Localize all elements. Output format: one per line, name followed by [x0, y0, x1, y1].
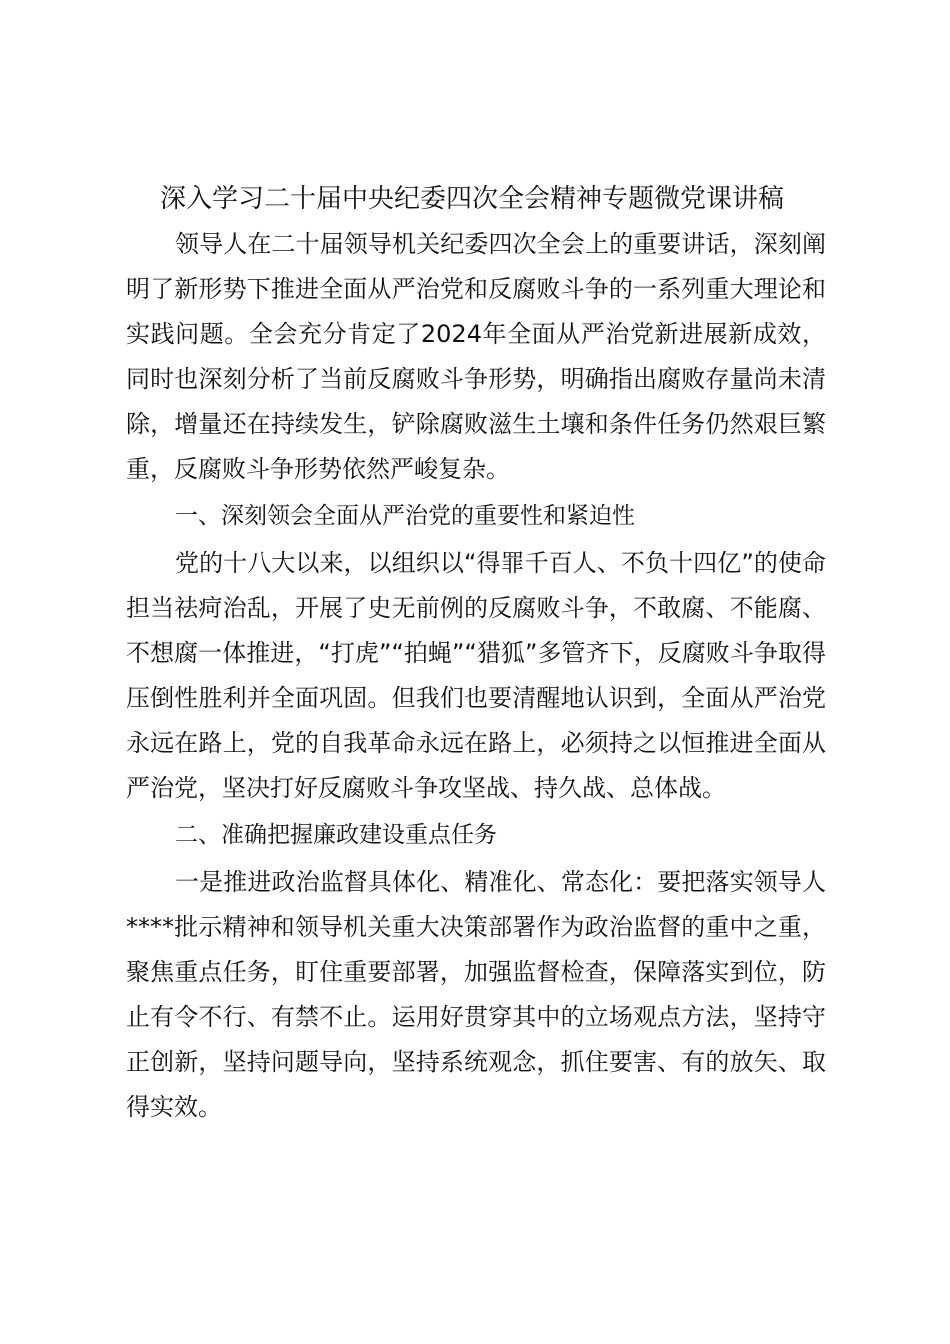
section-1-paragraph-1: 党的十八大以来，以组织以“得罪千百人、不负十四亿”的使命担当祛疴治乱，开展了史无前例的反腐败斗争，不敢腐、不能腐、不想腐一体推进，“打虎”“拍蝇”“猎狐”多管齐下，反腐败斗争取得压倒性胜利并全面巩固。但我们也要清醒地认识到，全面从严治党永远在路上，党的自我革命永远在路上，必须持之以恒推进全面从严治党，坚决打好反腐败斗争攻坚战、持久战、总体战。	[126, 549, 826, 802]
intro-paragraph: 领导人在二十届领导机关纪委四次全会上的重要讲话，深刻阐明了新形势下推进全面从严治党和反腐败斗争的一系列重大理论和实践问题。全会充分肯定了2024年全面从严治党新进展新成效，同时也深刻分析了当前反腐败斗争形势，明确指出腐败存量尚未清除，增量还在持续发生，铲除腐败滋生土壤和条件任务仍然艰巨繁重，反腐败斗争形势依然严峻复杂。	[126, 230, 826, 483]
section-2-paragraph-1: 一是推进政治监督具体化、精准化、常态化：要把落实领导人****批示精神和领导机关重大决策部署作为政治监督的重中之重，聚焦重点任务，盯住重要部署，加强监督检查，保障落实到位，防止有令不行、有禁不止。运用好贯穿其中的立场观点方法，坚持守正创新，坚持问题导向，坚持系统观念，抓住要害、有的放矢、取得实效。	[126, 868, 826, 1121]
document-body	[126, 174, 826, 1130]
section-heading-2: 二、准确把握廉政建设重点任务	[175, 822, 497, 848]
document-title: 深入学习二十届中央纪委四次全会精神专题微党课讲稿	[159, 184, 784, 214]
section-heading-1: 一、深刻领会全面从严治党的重要性和紧迫性	[175, 503, 635, 529]
